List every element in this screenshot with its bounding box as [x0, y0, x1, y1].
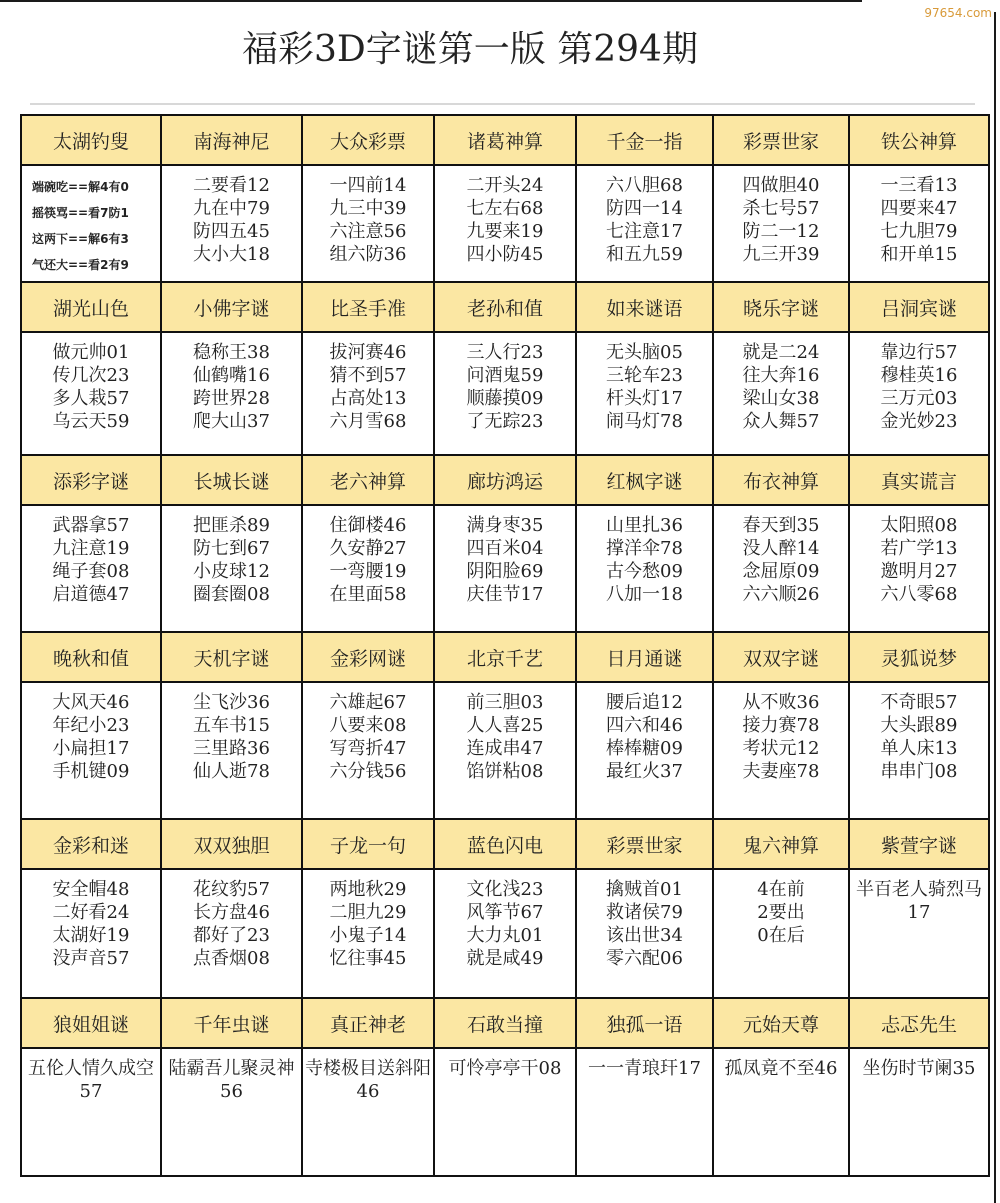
riddle-line: 八加一18 — [606, 584, 683, 605]
riddle-author-name: 诸葛神算 — [466, 130, 543, 153]
riddle-line: 和开单15 — [880, 244, 958, 265]
riddle-row — [21, 869, 989, 998]
riddle-author-header — [161, 819, 302, 869]
riddle-line: 六分钱56 — [329, 761, 407, 782]
riddle-author-name: 千金一指 — [606, 130, 683, 153]
riddle-line: 该出世34 — [606, 925, 683, 946]
riddle-line: 满身枣35 — [466, 515, 544, 536]
riddle-line: 闹马灯78 — [606, 411, 683, 432]
riddle-author-header — [302, 282, 434, 332]
riddle-line: 久安静27 — [329, 538, 407, 559]
riddle-author-header — [434, 998, 576, 1048]
riddle-line: 陆霸吾儿聚灵神56 — [168, 1058, 295, 1102]
riddle-line: 六八胆68 — [606, 175, 683, 196]
riddle-line: 擒贼首01 — [606, 879, 683, 900]
riddle-author-name: 紫萱字谜 — [880, 834, 957, 857]
riddle-cell — [302, 1048, 434, 1176]
riddle-line: 尘飞沙36 — [193, 692, 270, 713]
riddle-line: 小皮球12 — [193, 561, 270, 582]
riddle-author-name: 鬼六神算 — [742, 834, 819, 857]
riddle-author-name: 真正神老 — [329, 1013, 406, 1036]
riddle-line: 庆佳节17 — [466, 584, 544, 605]
riddle-line: 杀七号57 — [742, 198, 820, 219]
riddle-author-header — [434, 282, 576, 332]
riddle-cell — [434, 1048, 576, 1176]
header-row — [21, 632, 989, 682]
riddle-author-name: 千年虫谜 — [193, 1013, 270, 1036]
riddle-cell — [434, 165, 576, 282]
riddle-line: 不奇眼57 — [880, 692, 958, 713]
riddle-line: 手机键09 — [52, 761, 130, 782]
riddle-line: 接力赛78 — [742, 715, 820, 736]
riddle-author-header — [576, 455, 713, 505]
riddle-cell — [21, 1048, 161, 1176]
header-row — [21, 819, 989, 869]
riddle-line: 一弯腰19 — [329, 561, 407, 582]
riddle-author-name: 湖光山色 — [52, 297, 129, 320]
riddle-line: 把匪杀89 — [193, 515, 270, 536]
riddle-line: 太湖好19 — [52, 925, 130, 946]
riddle-author-header — [302, 115, 434, 165]
riddle-author-header — [434, 819, 576, 869]
riddle-cell — [302, 682, 434, 819]
riddle-line: 花纹豹57 — [193, 879, 270, 900]
riddle-line: 八要来08 — [329, 715, 407, 736]
riddle-cell — [21, 682, 161, 819]
riddle-line: 馅饼粘08 — [466, 761, 544, 782]
riddle-author-header — [161, 455, 302, 505]
riddle-author-header — [302, 632, 434, 682]
riddle-author-name: 添彩字谜 — [52, 470, 129, 493]
riddle-author-name: 金彩和迷 — [52, 834, 129, 857]
riddle-line: 圈套圈08 — [193, 584, 270, 605]
riddle-cell — [713, 165, 849, 282]
riddle-line: 可怜亭亭干08 — [448, 1058, 562, 1079]
riddle-author-name: 比圣手准 — [329, 297, 406, 320]
riddle-row — [21, 332, 989, 455]
riddle-author-name: 独孤一语 — [606, 1013, 683, 1036]
riddle-author-name: 金彩网谜 — [329, 647, 406, 670]
riddle-line: 武器拿57 — [52, 515, 130, 536]
riddle-cell — [161, 505, 302, 632]
riddle-line: 大小大18 — [193, 244, 270, 265]
riddle-author-name: 布衣神算 — [742, 470, 819, 493]
riddle-line: 梁山女38 — [742, 388, 820, 409]
riddle-author-header — [849, 455, 989, 505]
riddle-line: 一四前14 — [329, 175, 407, 196]
riddle-line: 太阳照08 — [880, 515, 958, 536]
riddle-line: 跨世界28 — [193, 388, 270, 409]
riddle-line: 了无踪23 — [466, 411, 544, 432]
riddle-line: 三里路36 — [193, 738, 270, 759]
riddle-cell — [302, 165, 434, 282]
riddle-cell — [161, 682, 302, 819]
riddle-line: 从不败36 — [742, 692, 820, 713]
header-row — [21, 998, 989, 1048]
riddle-line: 文化浅23 — [466, 879, 544, 900]
riddle-line: 点香烟08 — [193, 948, 270, 969]
riddle-line: 夫妻座78 — [742, 761, 820, 782]
riddle-author-name: 石敢当撞 — [466, 1013, 543, 1036]
riddle-cell — [576, 165, 713, 282]
riddle-cell — [576, 869, 713, 998]
riddle-line: 金光妙23 — [880, 411, 958, 432]
riddle-line: 两地秋29 — [329, 879, 407, 900]
riddle-cell — [849, 165, 989, 282]
riddle-line: 六八零68 — [880, 584, 958, 605]
title-divider — [30, 103, 975, 105]
riddle-line: 杆头灯17 — [606, 388, 683, 409]
riddle-line: 七注意17 — [606, 221, 683, 242]
riddle-line: 往大奔16 — [742, 365, 820, 386]
site-watermark: 97654.com — [924, 6, 992, 20]
riddle-line: 安全帽48 — [52, 879, 130, 900]
header-row — [21, 455, 989, 505]
riddle-line: 占高处13 — [329, 388, 407, 409]
riddle-author-name: 红枫字谜 — [606, 470, 683, 493]
riddle-line: 住御楼46 — [329, 515, 407, 536]
riddle-line: 和五九59 — [606, 244, 683, 265]
riddle-author-name: 日月通谜 — [606, 647, 683, 670]
riddle-author-name: 长城长谜 — [193, 470, 270, 493]
riddle-line: 4在前 — [757, 879, 805, 900]
riddle-author-header — [576, 632, 713, 682]
riddle-author-header — [21, 455, 161, 505]
riddle-line: 气还大==看2有9 — [32, 258, 129, 272]
riddle-line: 组六防36 — [329, 244, 407, 265]
riddle-line: 穆桂英16 — [880, 365, 958, 386]
riddle-cell — [21, 505, 161, 632]
riddle-line: 六注意56 — [329, 221, 407, 242]
riddle-author-name: 太湖钓叟 — [52, 130, 129, 153]
riddle-author-header — [302, 998, 434, 1048]
riddle-cell — [713, 505, 849, 632]
riddle-line: 无头脑05 — [606, 342, 683, 363]
riddle-line: 九在中79 — [193, 198, 270, 219]
riddle-cell — [576, 682, 713, 819]
riddle-line: 乌云天59 — [52, 411, 130, 432]
riddle-line: 撑洋伞78 — [606, 538, 683, 559]
riddle-line: 这两下==解6有3 — [32, 232, 129, 246]
riddle-line: 2要出 — [757, 902, 805, 923]
riddle-line: 半百老人骑烈马17 — [856, 879, 982, 923]
riddle-cell — [302, 505, 434, 632]
riddle-line: 长方盘46 — [193, 902, 270, 923]
riddle-line: 没人醉14 — [742, 538, 820, 559]
riddle-line: 寺楼极目送斜阳46 — [305, 1058, 431, 1102]
riddle-author-name: 南海神尼 — [193, 130, 270, 153]
riddle-cell — [161, 332, 302, 455]
riddle-author-name: 蓝色闪电 — [466, 834, 543, 857]
riddle-line: 小鬼子14 — [329, 925, 407, 946]
riddle-line: 众人舞57 — [742, 411, 820, 432]
riddle-line: 年纪小23 — [52, 715, 130, 736]
riddle-line: 二开头24 — [466, 175, 544, 196]
riddle-line: 零六配06 — [606, 948, 683, 969]
riddle-author-header — [713, 998, 849, 1048]
header-row — [21, 282, 989, 332]
riddle-cell — [576, 332, 713, 455]
riddle-line: 棒棒糖09 — [606, 738, 683, 759]
riddle-cell — [849, 1048, 989, 1176]
riddle-line: 爬大山37 — [193, 411, 270, 432]
riddle-cell — [849, 682, 989, 819]
riddle-cell — [434, 505, 576, 632]
riddle-line: 摇筷骂==看7防1 — [32, 206, 129, 220]
riddle-author-header — [849, 632, 989, 682]
riddle-author-header — [161, 998, 302, 1048]
riddle-cell — [713, 682, 849, 819]
riddle-author-header — [434, 115, 576, 165]
riddle-author-name: 北京千艺 — [466, 647, 543, 670]
riddle-cell — [849, 332, 989, 455]
riddle-author-header — [849, 115, 989, 165]
riddle-cell — [713, 869, 849, 998]
riddle-line: 三万元03 — [880, 388, 958, 409]
riddle-line: 防二一12 — [742, 221, 820, 242]
riddle-row — [21, 165, 989, 282]
riddle-line: 九注意19 — [52, 538, 130, 559]
riddle-line: 单人床13 — [880, 738, 958, 759]
riddle-cell — [434, 869, 576, 998]
riddle-line: 五车书15 — [193, 715, 270, 736]
riddle-cell — [302, 869, 434, 998]
riddle-line: 人人喜25 — [466, 715, 544, 736]
riddle-line: 没声音57 — [52, 948, 130, 969]
riddle-cell — [302, 332, 434, 455]
riddle-author-header — [21, 632, 161, 682]
riddle-line: 五伦人情久成空57 — [28, 1058, 154, 1102]
riddle-cell — [576, 1048, 713, 1176]
riddle-line: 防四一14 — [606, 198, 683, 219]
riddle-line: 九三开39 — [742, 244, 820, 265]
riddle-line: 六月雪68 — [329, 411, 407, 432]
riddle-author-name: 老六神算 — [329, 470, 406, 493]
riddle-line: 念屈原09 — [742, 561, 820, 582]
riddle-author-header — [849, 998, 989, 1048]
riddle-author-name: 小佛字谜 — [193, 297, 270, 320]
riddle-line: 六六顺26 — [742, 584, 820, 605]
riddle-author-header — [302, 819, 434, 869]
riddle-line: 连成串47 — [466, 738, 544, 759]
riddle-line: 稳称王38 — [193, 342, 270, 363]
riddle-author-header — [713, 632, 849, 682]
header-row — [21, 115, 989, 165]
top-border-line — [0, 0, 862, 2]
riddle-line: 七左右68 — [466, 198, 544, 219]
riddle-line: 拔河赛46 — [329, 342, 407, 363]
riddle-line: 春天到35 — [742, 515, 820, 536]
riddle-line: 防四五45 — [193, 221, 270, 242]
riddle-line: 大力丸01 — [466, 925, 544, 946]
riddle-row — [21, 1048, 989, 1176]
riddle-author-header — [849, 819, 989, 869]
riddle-author-name: 子龙一句 — [329, 834, 406, 857]
riddle-cell — [21, 869, 161, 998]
riddle-author-header — [21, 282, 161, 332]
riddle-line: 一三看13 — [880, 175, 958, 196]
riddle-line: 仙鹤嘴16 — [193, 365, 270, 386]
riddle-line: 问酒鬼59 — [466, 365, 544, 386]
riddle-line: 二要看12 — [193, 175, 270, 196]
riddle-line: 大头跟89 — [880, 715, 958, 736]
riddle-line: 孤凤竟不至46 — [724, 1058, 838, 1079]
riddle-cell — [849, 505, 989, 632]
riddle-line: 考状元12 — [742, 738, 820, 759]
riddle-author-header — [434, 632, 576, 682]
riddle-author-name: 真实谎言 — [880, 470, 957, 493]
riddle-author-header — [713, 282, 849, 332]
riddle-line: 小扁担17 — [52, 738, 130, 759]
riddle-cell — [713, 332, 849, 455]
riddle-line: 就是二24 — [742, 342, 820, 363]
riddle-author-name: 元始天尊 — [742, 1013, 819, 1036]
riddle-line: 顺藤摸09 — [466, 388, 544, 409]
riddle-line: 四做胆40 — [742, 175, 820, 196]
riddle-line: 0在后 — [757, 925, 805, 946]
riddle-line: 四要来47 — [880, 198, 958, 219]
riddle-line: 救诸侯79 — [606, 902, 683, 923]
riddle-line: 靠边行57 — [880, 342, 958, 363]
riddle-author-header — [21, 819, 161, 869]
riddle-line: 做元帅01 — [52, 342, 130, 363]
riddle-author-header — [161, 115, 302, 165]
riddle-author-name: 忐忑先生 — [880, 1013, 957, 1036]
riddle-line: 前三胆03 — [466, 692, 544, 713]
riddle-line: 九三中39 — [329, 198, 407, 219]
riddle-author-header — [434, 455, 576, 505]
riddle-row — [21, 505, 989, 632]
riddle-cell — [713, 1048, 849, 1176]
riddle-author-header — [576, 998, 713, 1048]
riddle-line: 仙人逝78 — [193, 761, 270, 782]
riddle-line: 端碗吃==解4有0 — [32, 180, 129, 194]
riddle-line: 传几次23 — [52, 365, 130, 386]
riddle-line: 四六和46 — [606, 715, 683, 736]
right-border-line — [994, 12, 996, 1203]
riddle-author-name: 晚秋和值 — [52, 647, 129, 670]
riddle-cell — [849, 869, 989, 998]
riddle-author-name: 如来谜语 — [606, 297, 683, 320]
riddle-line: 大风天46 — [52, 692, 130, 713]
riddle-author-name: 双双独胆 — [193, 834, 270, 857]
riddle-line: 古今愁09 — [606, 561, 683, 582]
riddle-cell — [434, 682, 576, 819]
riddle-grid — [20, 114, 990, 1177]
riddle-author-header — [576, 819, 713, 869]
riddle-author-name: 彩票世家 — [742, 130, 819, 153]
riddle-author-header — [713, 819, 849, 869]
riddle-cell — [576, 505, 713, 632]
riddle-line: 串串门08 — [880, 761, 958, 782]
riddle-author-header — [21, 115, 161, 165]
riddle-line: 二好看24 — [52, 902, 130, 923]
riddle-row — [21, 682, 989, 819]
riddle-line: 若广学13 — [880, 538, 958, 559]
riddle-cell — [21, 332, 161, 455]
riddle-line: 在里面58 — [329, 584, 407, 605]
riddle-author-header — [576, 282, 713, 332]
riddle-cell — [161, 165, 302, 282]
riddle-author-name: 大众彩票 — [329, 130, 406, 153]
riddle-author-name: 狼姐姐谜 — [52, 1013, 129, 1036]
riddle-line: 二胆九29 — [329, 902, 407, 923]
riddle-line: 忆往事45 — [329, 948, 407, 969]
riddle-line: 最红火37 — [606, 761, 683, 782]
riddle-cell — [161, 1048, 302, 1176]
riddle-line: 坐伤时节阑35 — [862, 1058, 976, 1079]
riddle-author-name: 吕洞宾谜 — [880, 297, 957, 320]
riddle-author-name: 铁公神算 — [880, 130, 957, 153]
riddle-line: 风筝节67 — [466, 902, 544, 923]
riddle-line: 四百米04 — [466, 538, 544, 559]
riddle-line: 多人栽57 — [52, 388, 130, 409]
riddle-author-header — [302, 455, 434, 505]
riddle-author-name: 天机字谜 — [193, 647, 270, 670]
riddle-line: 猜不到57 — [329, 365, 407, 386]
riddle-line: 都好了23 — [193, 925, 270, 946]
riddle-line: 腰后追12 — [606, 692, 683, 713]
riddle-line: 一一青琅玕17 — [588, 1058, 701, 1079]
riddle-author-header — [161, 632, 302, 682]
riddle-author-name: 彩票世家 — [606, 834, 683, 857]
riddle-author-header — [576, 115, 713, 165]
riddle-line: 邀明月27 — [880, 561, 958, 582]
riddle-line: 六雄起67 — [329, 692, 407, 713]
riddle-author-name: 老孙和值 — [466, 297, 543, 320]
riddle-author-header — [21, 998, 161, 1048]
riddle-line: 写弯折47 — [329, 738, 407, 759]
riddle-line: 就是咸49 — [466, 948, 544, 969]
riddle-line: 七九胆79 — [880, 221, 958, 242]
riddle-author-header — [161, 282, 302, 332]
riddle-author-name: 晓乐字谜 — [742, 297, 819, 320]
riddle-line: 绳子套08 — [52, 561, 130, 582]
riddle-author-header — [713, 115, 849, 165]
riddle-author-header — [713, 455, 849, 505]
riddle-line: 九要来19 — [466, 221, 544, 242]
riddle-line: 山里扎36 — [606, 515, 683, 536]
riddle-line: 三人行23 — [466, 342, 544, 363]
riddle-cell — [434, 332, 576, 455]
riddle-author-name: 双双字谜 — [742, 647, 819, 670]
riddle-line: 三轮车23 — [606, 365, 683, 386]
riddle-author-name: 廊坊鸿运 — [466, 470, 543, 493]
riddle-line: 防七到67 — [193, 538, 270, 559]
riddle-author-header — [849, 282, 989, 332]
riddle-author-name: 灵狐说梦 — [880, 647, 957, 670]
riddle-cell — [21, 165, 161, 282]
page-title: 福彩3D字谜第一版 第294期 — [242, 29, 698, 70]
riddle-line: 四小防45 — [466, 244, 544, 265]
riddle-line: 阴阳脸69 — [466, 561, 544, 582]
riddle-line: 启道德47 — [52, 584, 130, 605]
riddle-cell — [161, 869, 302, 998]
